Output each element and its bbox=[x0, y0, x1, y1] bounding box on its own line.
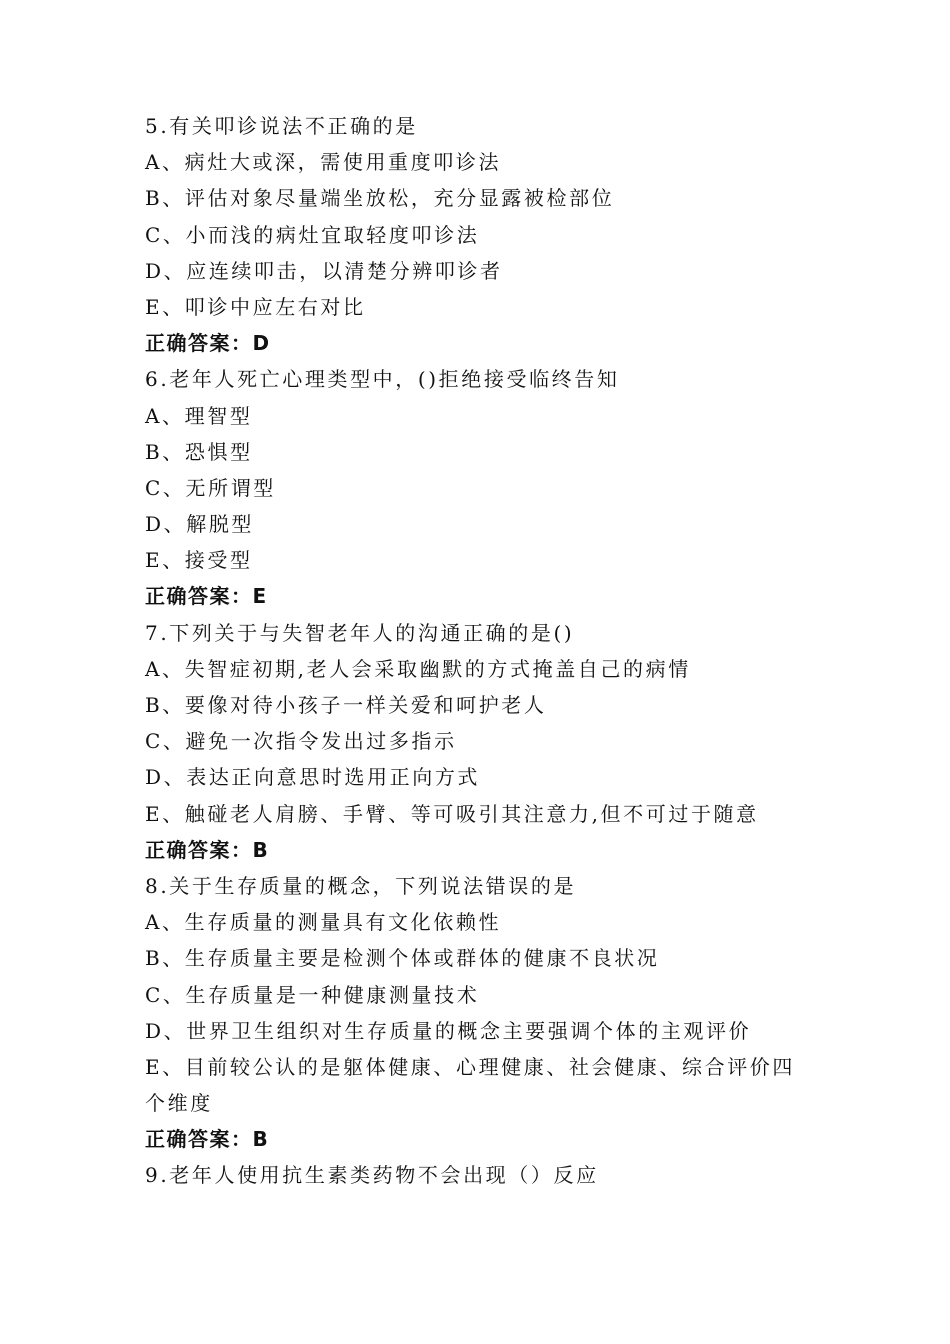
option-a: A、生存质量的测量具有文化依赖性 bbox=[145, 910, 502, 935]
correct-answer: 正确答案：E bbox=[145, 584, 268, 609]
option-b: B、生存质量主要是检测个体或群体的健康不良状况 bbox=[145, 946, 660, 971]
correct-answer: 正确答案：B bbox=[145, 837, 270, 862]
option-e: E、接受型 bbox=[145, 548, 253, 573]
option-d: D、世界卫生组织对生存质量的概念主要强调个体的主观评价 bbox=[145, 1018, 752, 1043]
question-5 bbox=[145, 108, 825, 361]
question-list bbox=[145, 108, 825, 1194]
option-d: D、解脱型 bbox=[145, 512, 255, 537]
option-b: B、要像对待小孩子一样关爱和呵护老人 bbox=[145, 693, 547, 717]
question-6 bbox=[145, 361, 825, 614]
question-stem: 7.下列关于与失智老年人的沟通正确的是() bbox=[145, 620, 575, 645]
question-stem: 9.老年人使用抗生素类药物不会出现（）反应 bbox=[145, 1163, 599, 1188]
question-7 bbox=[145, 615, 825, 868]
option-a: A、失智症初期,老人会采取幽默的方式掩盖自己的病情 bbox=[145, 656, 691, 681]
option-e: E、叩诊中应左右对比 bbox=[145, 294, 366, 319]
option-b: B、恐惧型 bbox=[145, 439, 253, 464]
option-e: E、目前较公认的是躯体健康、心理健康、社会健康、综合评价四个维度 bbox=[145, 1054, 795, 1116]
option-a: A、理智型 bbox=[145, 403, 253, 428]
question-stem: 6.老年人死亡心理类型中，()拒绝接受临终告知 bbox=[145, 367, 620, 392]
option-e: E、触碰老人肩膀、手臂、等可吸引其注意力,但不可过于随意 bbox=[145, 801, 759, 826]
question-stem: 5.有关叩诊说法不正确的是 bbox=[145, 114, 418, 138]
option-b: B、评估对象尽量端坐放松，充分显露被检部位 bbox=[145, 186, 615, 211]
option-c: C、避免一次指令发出过多指示 bbox=[145, 729, 457, 754]
option-c: C、无所谓型 bbox=[145, 475, 276, 500]
question-9 bbox=[145, 1157, 825, 1193]
option-c: C、生存质量是一种健康测量技术 bbox=[145, 982, 480, 1007]
option-a: A、病灶大或深，需使用重度叩诊法 bbox=[145, 150, 502, 175]
question-8 bbox=[145, 868, 825, 1158]
correct-answer: 正确答案：D bbox=[145, 331, 271, 356]
option-d: D、应连续叩击，以清楚分辨叩诊者 bbox=[145, 258, 503, 283]
option-c: C、小而浅的病灶宜取轻度叩诊法 bbox=[145, 222, 480, 247]
correct-answer: 正确答案：B bbox=[145, 1127, 270, 1152]
option-d: D、表达正向意思时选用正向方式 bbox=[145, 765, 481, 790]
question-stem: 8.关于生存质量的概念，下列说法错误的是 bbox=[145, 873, 577, 898]
